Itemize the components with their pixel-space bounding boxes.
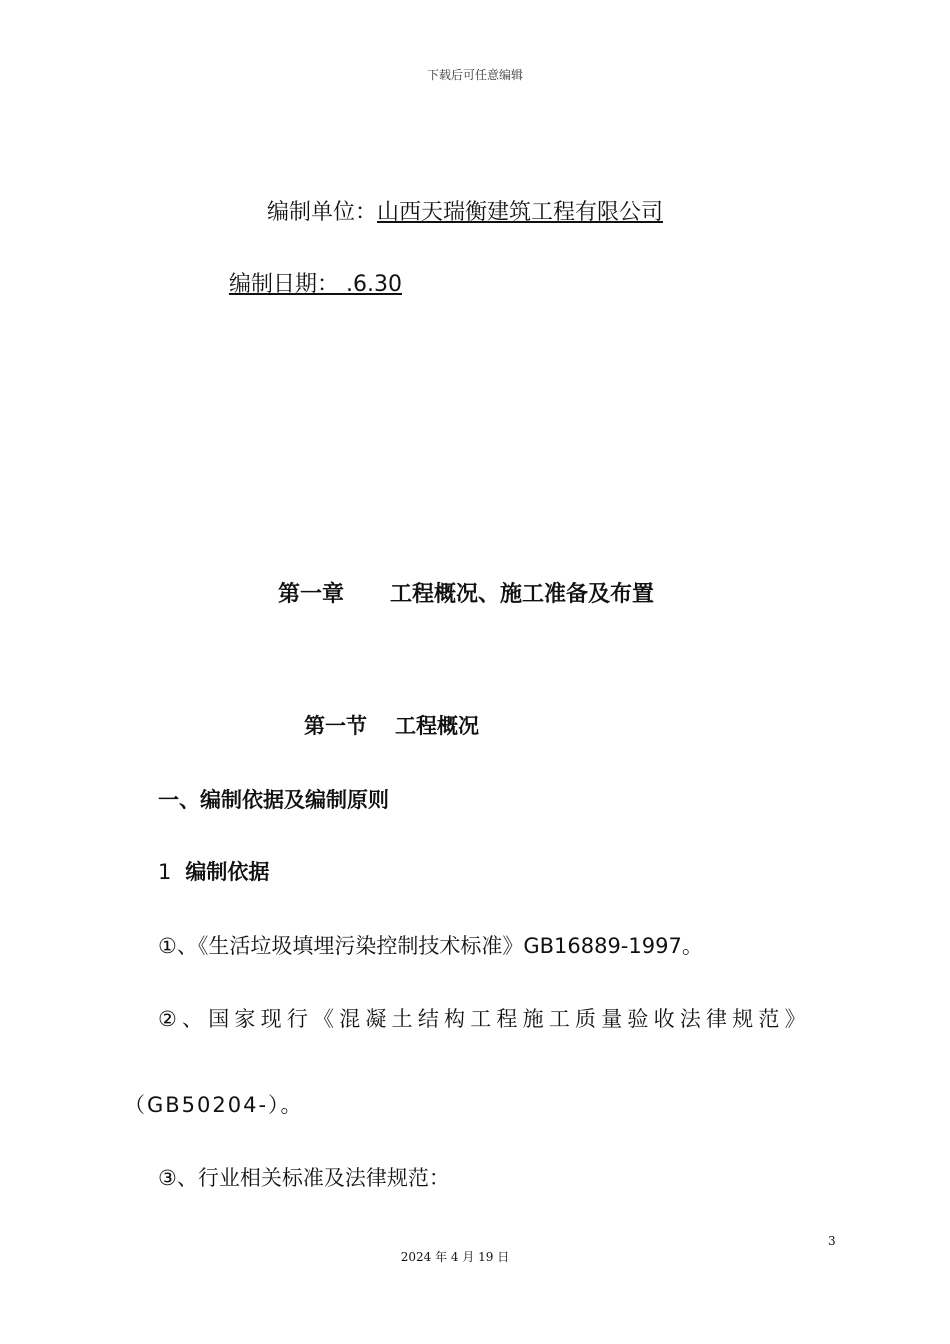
page-number: 3 <box>828 1234 836 1248</box>
section-number: 第一节 <box>304 714 367 738</box>
compiling-unit-value: 山西天瑞衡建筑工程有限公司 <box>377 200 664 225</box>
compiling-unit-label: 编制单位： <box>267 200 378 225</box>
heading-2-title: 编制依据 <box>185 860 270 884</box>
basis-item-3: ③、行业相关标准及法律规范： <box>158 1166 450 1190</box>
basis-item-1: ①、《生活垃圾填埋污染控制技术标准》GB16889-1997。 <box>158 934 703 958</box>
section-heading <box>304 710 479 740</box>
heading-level-1: 一、编制依据及编制原则 <box>158 788 389 812</box>
header-note: 下载后可任意编辑 <box>426 68 523 82</box>
section-title: 工程概况 <box>395 714 479 738</box>
compiling-unit <box>267 195 663 226</box>
heading-2-number: 1 <box>158 860 172 884</box>
compiling-date: 编制日期： .6.30 <box>229 272 402 297</box>
footer-date: 2024 年 4 月 19 日 <box>400 1250 510 1264</box>
heading-level-2 <box>158 856 269 886</box>
chapter-number: 第一章 <box>278 582 345 607</box>
chapter-title: 工程概况、施工准备及布置 <box>390 582 655 607</box>
basis-item-2-continued: （GB50204-）。 <box>124 1093 304 1117</box>
chapter-heading <box>278 577 654 608</box>
basis-item-2: ②、国家现行《混凝土结构工程施工质量验收法律规范》 <box>158 1007 811 1031</box>
